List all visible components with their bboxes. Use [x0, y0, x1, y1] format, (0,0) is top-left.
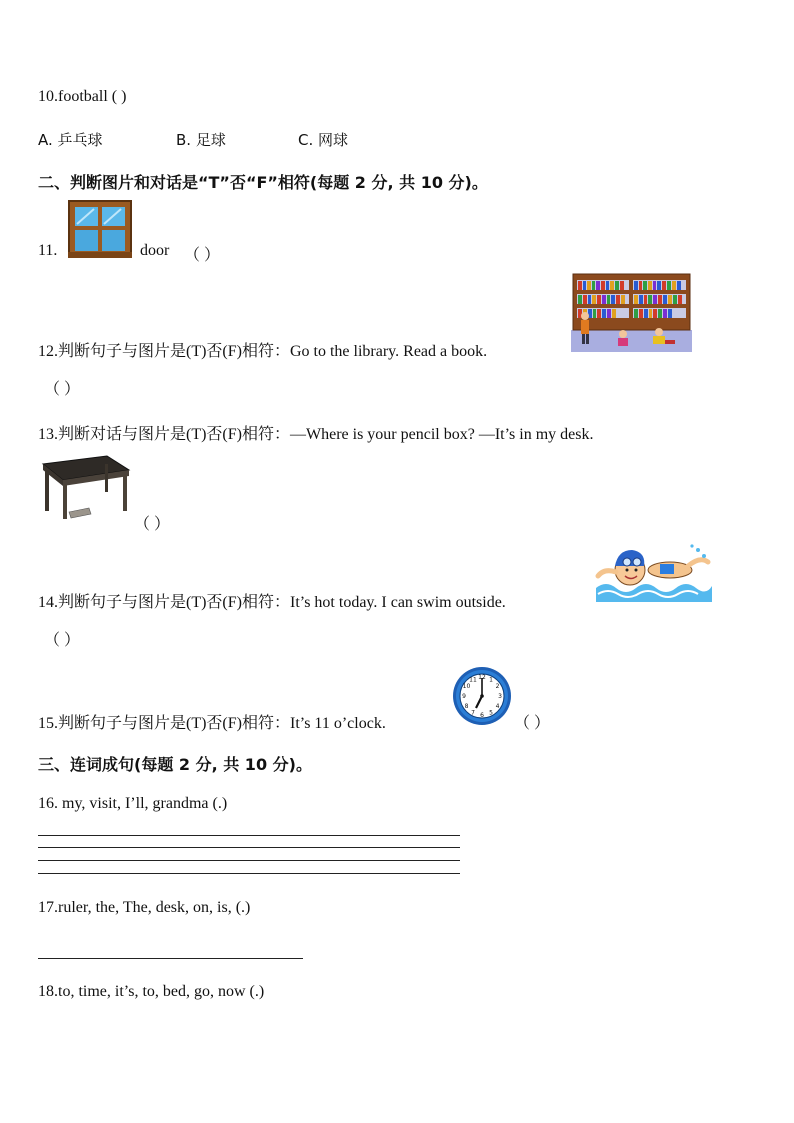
section-3-title: 三、连词成句(每题 2 分, 共 10 分)。: [38, 755, 312, 774]
q12-answer-blank[interactable]: （ ）: [44, 381, 81, 398]
q14-answer-blank[interactable]: （ ）: [44, 632, 81, 649]
svg-text:1: 1: [489, 676, 493, 684]
q13-answer-blank[interactable]: （ ）: [134, 516, 171, 533]
q16-answer-line-2[interactable]: [38, 847, 460, 848]
q11-number: 11.: [38, 242, 58, 259]
svg-text:11: 11: [469, 676, 477, 684]
svg-text:8: 8: [464, 703, 469, 710]
svg-text:3: 3: [498, 693, 502, 700]
svg-text:12: 12: [478, 674, 486, 681]
q16-answer-line-1[interactable]: [38, 835, 460, 836]
q10-option-c: C. 网球: [298, 131, 349, 149]
clock-picture: [452, 666, 512, 726]
q16-text: 16. my, visit, I’ll, grandma (.): [38, 795, 228, 812]
q10-option-b: B. 足球: [176, 131, 226, 149]
library-picture: [571, 272, 692, 352]
svg-text:6: 6: [480, 712, 484, 719]
svg-text:2: 2: [495, 683, 500, 690]
q11-word: door: [140, 242, 170, 259]
q17-text: 17.ruler, the, The, desk, on, is, (.): [38, 899, 251, 916]
svg-text:10: 10: [462, 683, 471, 690]
desk-picture: [39, 452, 131, 522]
q15-text: 15.判断句子与图片是(T)否(F)相符：It’s 11 o’clock.: [38, 715, 386, 732]
q11-answer-blank[interactable]: （ ）: [184, 247, 221, 264]
q10-option-a: A. 乒乓球: [38, 131, 103, 149]
svg-text:7: 7: [471, 709, 475, 717]
q18-text: 18.to, time, it’s, to, bed, go, now (.): [38, 983, 265, 1000]
svg-text:9: 9: [462, 693, 466, 700]
q17-answer-line[interactable]: [38, 958, 303, 959]
svg-text:4: 4: [495, 703, 500, 710]
section-2-title: 二、判断图片和对话是“T”否“F”相符(每题 2 分, 共 10 分)。: [38, 173, 488, 192]
q16-answer-line-4[interactable]: [38, 873, 460, 874]
q16-answer-line-3[interactable]: [38, 860, 460, 861]
q14-text: 14.判断句子与图片是(T)否(F)相符：It’s hot today. I can swim outside.: [38, 594, 506, 611]
swimming-boy-picture: [594, 540, 712, 602]
q12-text: 12.判断句子与图片是(T)否(F)相符：Go to the library. Read a book.: [38, 343, 488, 360]
window-picture: [68, 200, 132, 258]
q15-answer-blank[interactable]: （ ）: [514, 715, 551, 732]
svg-text:5: 5: [489, 709, 493, 717]
q10-stem: 10.football ( ): [38, 88, 127, 105]
q13-text: 13.判断对话与图片是(T)否(F)相符：—Where is your pencil box? —It’s in my desk.: [38, 426, 594, 443]
